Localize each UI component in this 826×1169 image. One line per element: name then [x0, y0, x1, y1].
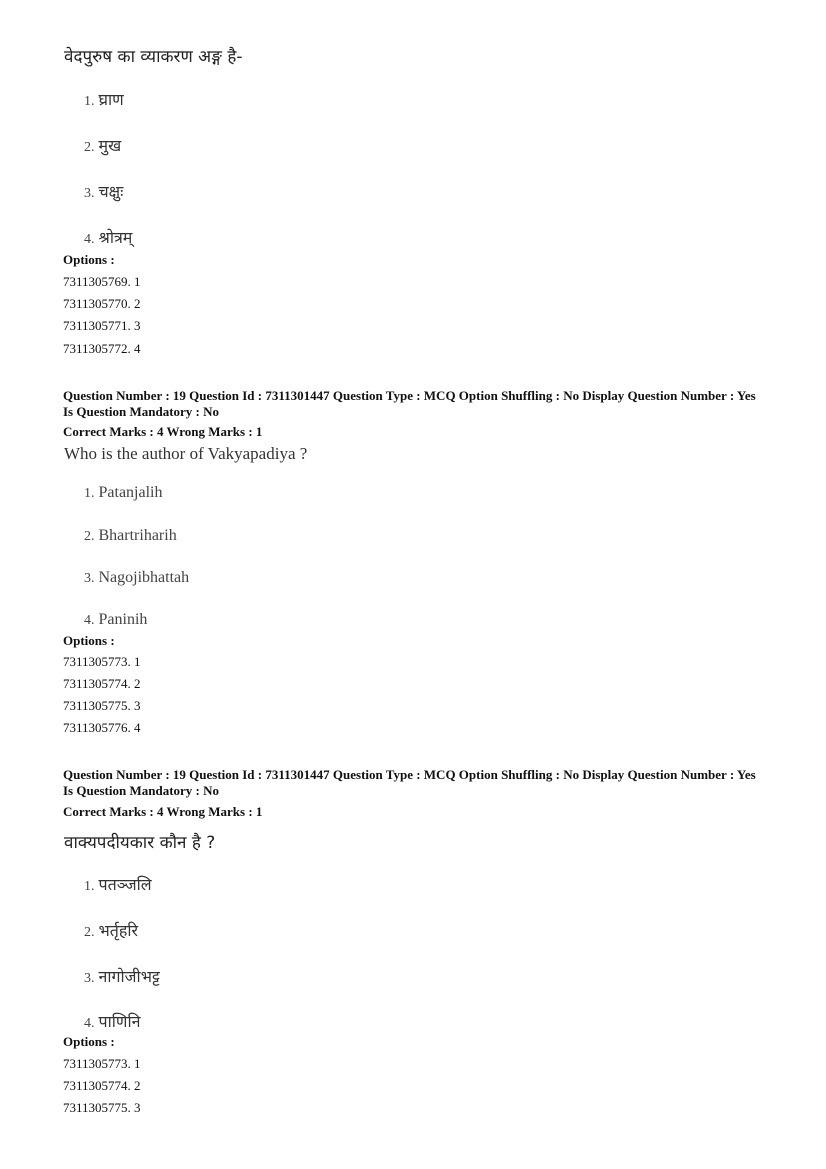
question-text: वाक्यपदीयकार कौन है ? — [64, 833, 216, 853]
options-label: Options : — [63, 1034, 115, 1049]
option-id-row: 7311305774. 2 — [63, 1078, 141, 1093]
option-id-row: 7311305773. 1 — [63, 654, 141, 669]
option-id-row: 7311305775. 3 — [63, 698, 141, 713]
option-id-row: 7311305770. 2 — [63, 296, 141, 311]
choice-3: 3. चक्षुः — [84, 182, 124, 201]
question-text: वेदपुरुष का व्याकरण अङ्ग है- — [64, 47, 243, 67]
options-label: Options : — [63, 252, 115, 267]
options-label: Options : — [63, 633, 115, 648]
choice-3: 3. Nagojibhattah — [84, 569, 190, 586]
option-id-row: 7311305772. 4 — [63, 341, 141, 356]
marks-line: Correct Marks : 4 Wrong Marks : 1 — [63, 804, 263, 819]
option-id-row: 7311305771. 3 — [63, 318, 141, 333]
choice-4: 4. श्रोत्रम् — [84, 228, 133, 247]
question-meta: Question Number : 19 Question Id : 7311301447 Question Type : MCQ Option Shuffling : No Display Question Number : Yes Is Question Mandatory : No — [63, 767, 756, 798]
choice-1: 1. घ्राण — [84, 90, 124, 109]
option-id-row: 7311305773. 1 — [63, 1056, 141, 1071]
choice-1: 1. Patanjalih — [84, 484, 163, 501]
question-text: Who is the author of Vakyapadiya ? — [64, 444, 308, 463]
choice-4: 4. Paninih — [84, 611, 148, 628]
choice-4: 4. पाणिनि — [84, 1012, 141, 1031]
choice-2: 2. Bhartriharih — [84, 527, 177, 544]
option-id-row: 7311305774. 2 — [63, 676, 141, 691]
option-id-row: 7311305776. 4 — [63, 720, 141, 735]
choice-2: 2. भर्तृहरि — [84, 921, 139, 940]
choice-2: 2. मुख — [84, 136, 122, 155]
question-meta: Question Number : 19 Question Id : 7311301447 Question Type : MCQ Option Shuffling : No Display Question Number : Yes Is Question Mandatory : No — [63, 388, 756, 419]
choice-1: 1. पतञ्जलि — [84, 875, 152, 894]
marks-line: Correct Marks : 4 Wrong Marks : 1 — [63, 424, 263, 439]
choice-3: 3. नागोजीभट्ट — [84, 967, 160, 986]
option-id-row: 7311305775. 3 — [63, 1100, 141, 1115]
option-id-row: 7311305769. 1 — [63, 274, 141, 289]
